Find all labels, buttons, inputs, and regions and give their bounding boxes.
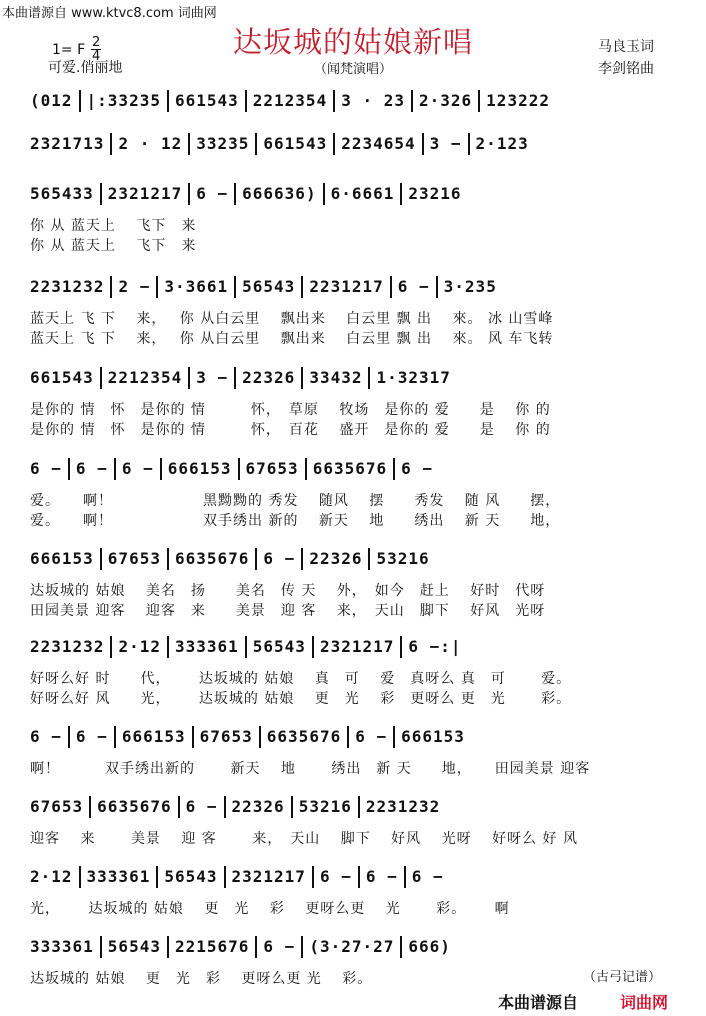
- bar-line: [333, 133, 335, 155]
- bar-line: [400, 636, 402, 658]
- measure: 666153: [167, 458, 232, 478]
- bar-line: [358, 866, 360, 888]
- measure: 6·6661: [330, 183, 395, 203]
- score-row: [0, 866, 706, 946]
- measure: 53216: [376, 548, 430, 568]
- score-row: [0, 367, 706, 447]
- measure: 2231232: [30, 276, 105, 296]
- notes-line: [30, 133, 668, 159]
- bar-line: [478, 90, 480, 112]
- measure: 67653: [245, 458, 299, 478]
- bar-line: [301, 367, 303, 389]
- notes-line: [30, 90, 668, 116]
- bar-line: [368, 367, 370, 389]
- time-top: 2: [92, 35, 101, 50]
- measure: 67653: [107, 548, 161, 568]
- measure: 6 −: [319, 866, 352, 886]
- measure: (3·27·27: [309, 936, 395, 956]
- bar-line: [301, 548, 303, 570]
- measure: 2321217: [231, 866, 306, 886]
- measure: 2231232: [365, 796, 441, 816]
- bar-line: [301, 276, 303, 298]
- score-row: [0, 183, 706, 263]
- measure: 2·12: [118, 636, 161, 656]
- lyric-line-1: 好呀么好 时 代， 达坂城的 姑娘 真 可 爱 真呀么 真 可 爱。: [30, 671, 572, 687]
- measure: 3·235: [443, 276, 497, 296]
- bar-line: [245, 636, 247, 658]
- bar-line: [224, 796, 226, 818]
- bar-line: [411, 90, 413, 112]
- measure: 6 −: [397, 276, 430, 296]
- measure: 2·326: [419, 90, 473, 110]
- site-line: 本曲谱源自 www.ktvc8.com 词曲网: [2, 6, 217, 21]
- bar-line: [167, 548, 169, 570]
- bar-line: [323, 183, 325, 205]
- measure: 3 −: [429, 133, 462, 153]
- composer-text: 李剑铭曲: [598, 61, 654, 77]
- lyric-line-1: 蓝天上 飞 下 来， 你 从白云里 飘出来 白云里 飘 出 來。 冰 山雪峰: [30, 311, 554, 327]
- measure: 56543: [242, 276, 296, 296]
- lyric-line-2: 蓝天上 飞 下 来， 你 从白云里 飘出来 白云里 飘 出 來。 风 车飞转: [30, 331, 554, 347]
- transcriber-credit: （古弓记谱）: [583, 970, 662, 985]
- bar-line: [245, 90, 247, 112]
- measure: 22326: [242, 367, 296, 387]
- bar-line: [333, 90, 335, 112]
- measure: 2231232: [30, 636, 105, 656]
- bar-line: [188, 183, 190, 205]
- measure: 6 −:|: [408, 636, 462, 656]
- lyric-line-1: 是你的 情 怀 是你的 情 怀， 草原 牧场 是你的 爱 是 你 的: [30, 402, 551, 418]
- measure: 333361: [174, 636, 239, 656]
- score-row: [0, 726, 706, 806]
- bar-line: [393, 458, 395, 480]
- bar-line: [100, 548, 102, 570]
- bar-line: [178, 796, 180, 818]
- bar-line: [305, 458, 307, 480]
- measure: 2 · 12: [118, 133, 183, 153]
- bar-line: [100, 936, 102, 958]
- notes-line: [30, 367, 668, 393]
- measure: 666): [408, 936, 451, 956]
- bar-line: [160, 458, 162, 480]
- score-row: [0, 276, 706, 356]
- time-bottom: 4: [92, 49, 101, 64]
- measure: 333361: [86, 866, 151, 886]
- key-label: 1= F: [52, 41, 86, 58]
- bar-line: [347, 726, 349, 748]
- bar-line: [400, 936, 402, 958]
- measure: 56543: [252, 636, 306, 656]
- bar-line: [312, 636, 314, 658]
- lyric-line-1: 迎客 来 美景 迎 客 来， 天山 脚下 好风 光呀 好呀么 好 风: [30, 831, 578, 847]
- measure: 2 −: [118, 276, 151, 296]
- bar-line: [79, 866, 81, 888]
- bar-line: [400, 183, 402, 205]
- bar-line: [468, 133, 470, 155]
- bar-line: [234, 367, 236, 389]
- measure: |:33235: [86, 90, 161, 110]
- measure: 6 −: [75, 458, 108, 478]
- lyric-line-1: 光， 达坂城的 姑娘 更 光 彩 更呀么更 光 彩。 啊: [30, 901, 510, 917]
- measure: 6 −: [365, 866, 398, 886]
- bar-line: [255, 548, 257, 570]
- measure: 6 −: [30, 726, 62, 746]
- measure: 2215676: [174, 936, 250, 956]
- measure: 23216: [408, 183, 462, 203]
- bar-line: [167, 90, 169, 112]
- bar-line: [110, 133, 112, 155]
- lyric-line-2: 田园美景 迎客 迎客 来 美景 迎 客 来， 天山 脚下 好风 光呀: [30, 603, 546, 619]
- lyric-line-2: 你 从 蓝天上 飞下 来: [30, 238, 197, 254]
- bar-line: [68, 726, 70, 748]
- measure: 6635676: [97, 796, 172, 816]
- measure: 661543: [174, 90, 239, 110]
- notes-line: [30, 636, 668, 662]
- lyric-line-2: 爱。 啊！ 双手绣出 新的 新天 地 绣出 新 天 地，: [30, 513, 561, 529]
- measure: 22326: [231, 796, 285, 816]
- measure: 6 −: [121, 458, 154, 478]
- measure: 67653: [30, 796, 84, 816]
- measure: 6 −: [401, 458, 434, 478]
- singer-text: （闻梵演唱）: [313, 62, 392, 77]
- bar-line: [156, 866, 158, 888]
- bar-line: [100, 367, 102, 389]
- bar-line: [110, 636, 112, 658]
- footer-source: 本曲谱源自: [498, 993, 579, 1012]
- measure: 6 −: [263, 936, 296, 956]
- score-row: [0, 796, 706, 876]
- bar-line: [68, 458, 70, 480]
- bar-line: [255, 936, 257, 958]
- bar-line: [422, 133, 424, 155]
- bar-line: [259, 726, 261, 748]
- measure: 56543: [164, 866, 218, 886]
- bar-line: [192, 726, 194, 748]
- bar-line: [358, 796, 360, 818]
- bar-line: [79, 90, 81, 112]
- bar-line: [188, 367, 190, 389]
- measure: 33235: [196, 133, 250, 153]
- score-row: [0, 636, 706, 716]
- measure: 6 −: [75, 726, 108, 746]
- measure: 6635676: [312, 458, 388, 478]
- measure: 22326: [309, 548, 363, 568]
- lyric-line-1: 达坂城的 姑娘 更 光 彩 更呀么更 光 彩。: [30, 971, 373, 987]
- bar-line: [234, 183, 236, 205]
- bar-line: [89, 796, 91, 818]
- bar-line: [291, 796, 293, 818]
- bar-line: [167, 636, 169, 658]
- measure: 6 −: [263, 548, 296, 568]
- measure: 2·123: [475, 133, 529, 153]
- measure: 2212354: [252, 90, 328, 110]
- notes-line: [30, 866, 668, 892]
- measure: 2231217: [309, 276, 384, 296]
- score-row: [0, 458, 706, 538]
- measure: 2212354: [107, 367, 183, 387]
- measure: 1·32317: [376, 367, 451, 387]
- measure: 666153: [401, 726, 465, 746]
- notes-line: [30, 276, 668, 302]
- lyric-line-1: 达坂城的 姑娘 美名 扬 美名 传 天 外， 如今 赶上 好时 代呀: [30, 583, 546, 599]
- measure: 666153: [30, 548, 94, 568]
- measure: 3 −: [196, 367, 229, 387]
- lyricist-text: 马良玉词: [598, 39, 654, 55]
- bar-line: [255, 133, 257, 155]
- bar-line: [114, 458, 116, 480]
- measure: 56543: [107, 936, 161, 956]
- measure: 661543: [263, 133, 328, 153]
- bar-line: [167, 936, 169, 958]
- notes-line: [30, 726, 668, 752]
- mood-text: 可爱.俏丽地: [48, 60, 123, 76]
- bar-line: [156, 276, 158, 298]
- measure: 33432: [309, 367, 363, 387]
- measure: 2321217: [107, 183, 183, 203]
- measure: 6635676: [174, 548, 250, 568]
- lyric-line-1: 啊！ 双手绣出新的 新天 地 绣出 新 天 地， 田园美景 迎客: [30, 761, 591, 777]
- measure: 666153: [121, 726, 186, 746]
- bar-line: [301, 936, 303, 958]
- song-title: 达坂城的姑娘新唱: [232, 25, 473, 59]
- bar-line: [368, 548, 370, 570]
- measure: 6 −: [30, 458, 62, 478]
- measure: 666636): [242, 183, 317, 203]
- footer-site: 词曲网: [620, 993, 669, 1012]
- measure: 333361: [30, 936, 94, 956]
- lyric-line-2: 好呀么好 风 光， 达坂城的 姑娘 更 光 彩 更呀么 更 光 彩。: [30, 691, 572, 707]
- bar-line: [110, 276, 112, 298]
- measure: 3 · 23: [341, 90, 405, 110]
- measure: 2321217: [319, 636, 395, 656]
- notes-line: [30, 183, 668, 209]
- measure: 6 −: [355, 726, 388, 746]
- notes-line: [30, 936, 668, 962]
- score-row: [0, 548, 706, 628]
- measure: 3·3661: [164, 276, 229, 296]
- bar-line: [404, 866, 406, 888]
- bar-line: [234, 276, 236, 298]
- notes-line: [30, 458, 668, 484]
- bar-line: [114, 726, 116, 748]
- measure: 67653: [199, 726, 253, 746]
- bar-line: [312, 866, 314, 888]
- bar-line: [224, 866, 226, 888]
- measure: 2321713: [30, 133, 105, 153]
- measure: 6635676: [266, 726, 342, 746]
- bar-line: [393, 726, 395, 748]
- lyric-line-1: 爱。 啊！ 黑黝黝的 秀发 随风 摆 秀发 随 风 摆，: [30, 493, 561, 509]
- measure: 53216: [298, 796, 352, 816]
- measure: 565433: [30, 183, 94, 203]
- measure: 661543: [30, 367, 94, 387]
- measure: 123222: [486, 90, 550, 110]
- measure: 6 −: [411, 866, 444, 886]
- bar-line: [436, 276, 438, 298]
- bar-line: [188, 133, 190, 155]
- measure: 6 −: [185, 796, 218, 816]
- bar-line: [238, 458, 240, 480]
- measure: 2·12: [30, 866, 73, 886]
- measure: (012: [30, 90, 73, 110]
- measure: 6 −: [196, 183, 229, 203]
- notes-line: [30, 796, 668, 822]
- notes-line: [30, 548, 668, 574]
- measure: 2234654: [341, 133, 416, 153]
- lyric-line-2: 是你的 情 怀 是你的 情 怀， 百花 盛开 是你的 爱 是 你 的: [30, 422, 551, 438]
- bar-line: [100, 183, 102, 205]
- bar-line: [390, 276, 392, 298]
- lyric-line-1: 你 从 蓝天上 飞下 来: [30, 218, 197, 234]
